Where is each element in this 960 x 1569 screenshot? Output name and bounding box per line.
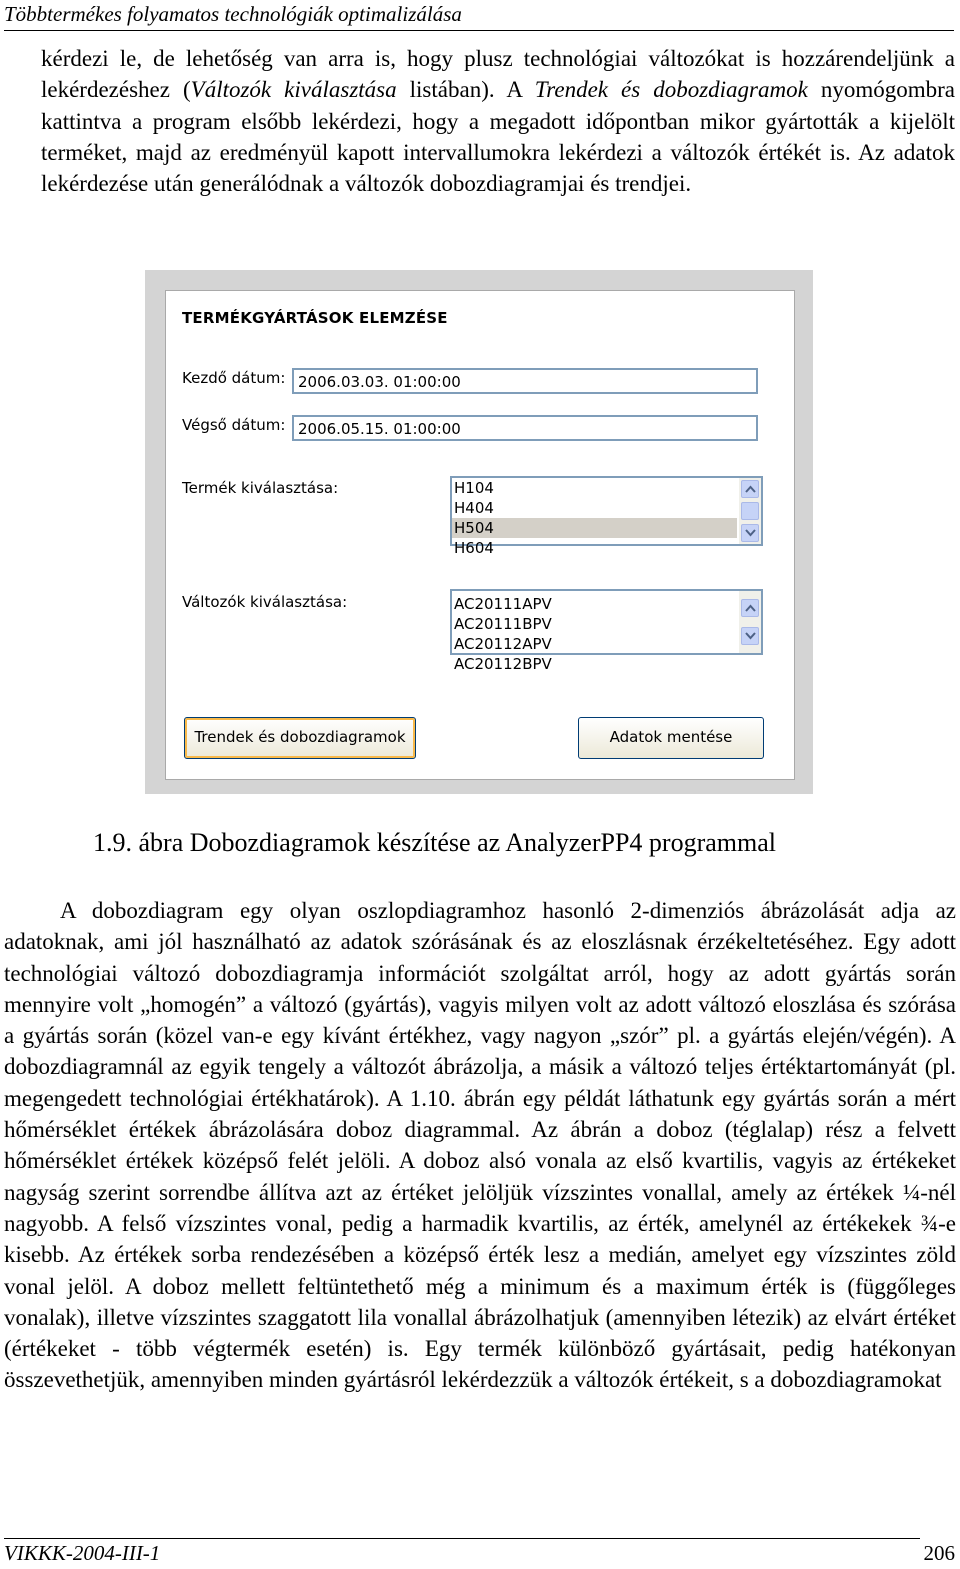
chevron-up-icon xyxy=(745,485,756,493)
scroll-up-button[interactable] xyxy=(741,599,759,617)
footer-divider xyxy=(4,1538,920,1539)
intro-emphasis-variables: Változók kiválasztása xyxy=(190,77,397,103)
chevron-up-icon xyxy=(745,604,756,612)
end-date-label: Végső dátum: xyxy=(182,416,286,434)
variables-scrollbar[interactable] xyxy=(739,591,761,653)
intro-text-2: listában). A xyxy=(396,77,535,103)
variable-option[interactable]: AC20112APV xyxy=(454,635,552,653)
scroll-thumb[interactable] xyxy=(741,502,759,520)
save-data-button[interactable]: Adatok mentése xyxy=(578,717,764,759)
variable-option[interactable]: AC20111BPV xyxy=(454,615,552,633)
page-number: 206 xyxy=(923,1541,955,1565)
variable-option[interactable]: AC20111APV xyxy=(454,595,552,613)
chevron-down-icon xyxy=(745,529,756,537)
scroll-down-button[interactable] xyxy=(741,627,759,645)
variables-listbox[interactable] xyxy=(450,589,763,673)
figure-caption: 1.9. ábra Dobozdiagramok készítése az AnalyzerPP4 programmal xyxy=(93,828,776,857)
footer-code: VIKKK-2004-III-1 xyxy=(4,1541,161,1565)
analysis-panel xyxy=(165,290,795,780)
body-paragraph xyxy=(4,895,956,1396)
product-listbox[interactable] xyxy=(450,476,763,557)
figure-screenshot xyxy=(145,270,813,794)
start-date-input[interactable]: 2006.03.03. 01:00:00 xyxy=(292,368,758,394)
end-date-input[interactable]: 2006.05.15. 01:00:00 xyxy=(292,415,758,441)
start-date-label: Kezdő dátum: xyxy=(182,369,286,387)
product-option[interactable]: H404 xyxy=(454,499,494,517)
intro-paragraph xyxy=(41,43,955,199)
intro-emphasis-button: Trendek és dobozdiagramok xyxy=(534,77,808,103)
scroll-down-button[interactable] xyxy=(741,524,759,542)
body-text: A dobozdiagram egy olyan oszlopdiagramhoz hasonló 2-dimenziós ábrázolását adja az adatoknak, ami jól használható az adatok szórásának és az eloszlásnak érzékeltetéséhez. Egy adott technológiai változó dobozdiagramja információt szolgáltat arról, hogy az adott gyártás során mennyire volt „homogén” a változó (gyártás), vagyis milyen volt az adott változó eloszlása és szórása a gyártás során (közel van-e egy kívánt értékhez, vagy nagyon „szór” pl. a gyártás elején/végén). A dobozdiagramnál az egyik tengely a változót ábrázolja, a másik a változó teljes értéktartományát (pl. megengedett technológiai értékhatárok). A 1.10. ábrán egy példát láthatunk egy gyártás során a mért hőmérséklet értékek ábrázolására doboz diagrammal. Az ábrán a doboz (téglalap) rész a felvett hőmérséklet értékek középső felét jelöli. A doboz alsó vonala az első kvartilis, vagyis az értékeket nagyság szerint sorrendbe állítva azt az értéket jelöljük vízszintes vonallal, amely az értékek ¼-nél nagyobb. A felső vízszintes vonal, pedig a harmadik kvartilis, az érték, amelynél az értékekek ¾-e kisebb. Az értékek sorba rendezésében a középső érték lesz a medián, amelyet egy vízszintes zöld vonal jelöl. A doboz mellett feltüntethető még a minimum és a maximum érték is (függőleges vonalak), illetve vízszintes szaggatott lila vonallal ábrázolhatjuk (amennyiben létezik) az elvárt értéket (értékeket - több végtermék esetén) is. Egy termék különböző gyártásait, pedig hatékonyan összevethetjük, amennyiben minden gyártásról lekérdezzük a változók értékeit, s a dobozdiagramokat xyxy=(4,898,956,1393)
intro-text-1: kérdezi le, de lehetőség van arra is, hogy plusz technológiai változókat is hozzárendeljünk a lekérdezéshez ( xyxy=(41,46,955,103)
product-option[interactable]: H604 xyxy=(454,539,494,557)
chevron-down-icon xyxy=(745,632,756,640)
variables-select-label: Változók kiválasztása: xyxy=(182,593,348,611)
running-header: Többtermékes folyamatos technológiák optimalizálása xyxy=(4,0,954,31)
variable-option[interactable]: AC20112BPV xyxy=(454,655,552,673)
trends-boxplots-button[interactable]: Trendek és dobozdiagramok xyxy=(184,717,416,759)
intro-text-3: nyomógombra kattintva a program elsőbb lekérdezi, hogy a megadott időpontban mikor gyártották a kijelölt terméket, majd az eredményül kapott intervallumokra lekérdezi a változók értékét is. Az adatok lekérdezése után generálódnak a változók dobozdiagramjai és trendjei. xyxy=(41,77,955,197)
panel-title: TERMÉKGYÁRTÁSOK ELEMZÉSE xyxy=(182,309,448,327)
product-option[interactable]: H104 xyxy=(454,479,494,497)
product-option-selected[interactable]: H504 xyxy=(452,518,737,538)
product-select-label: Termék kiválasztása: xyxy=(182,479,339,497)
scroll-up-button[interactable] xyxy=(741,480,759,498)
product-scrollbar[interactable] xyxy=(739,478,761,544)
